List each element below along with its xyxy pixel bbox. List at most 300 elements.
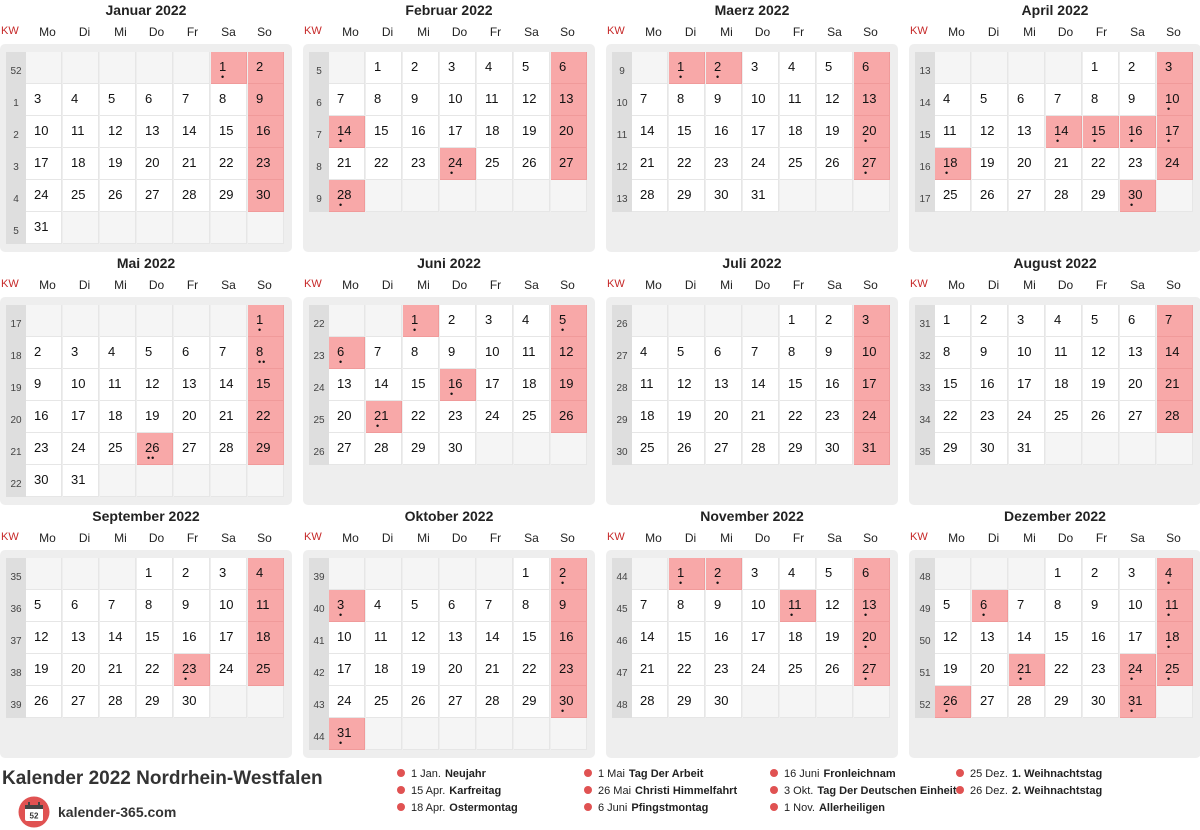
empty-cell <box>514 433 550 465</box>
sunday-cell <box>248 433 284 465</box>
day-cell <box>174 622 210 654</box>
day-number: 22 <box>522 661 537 676</box>
week-number <box>309 718 329 750</box>
day-number: 12 <box>145 376 160 391</box>
week-row <box>612 558 892 590</box>
month-title: Juli 2022 <box>722 255 782 271</box>
empty-cell <box>211 465 247 497</box>
day-cell <box>669 433 705 465</box>
day-number: 7 <box>182 91 190 106</box>
day-number: 10 <box>1165 91 1180 106</box>
week-number-label: 22 <box>10 479 22 490</box>
day-number: 20 <box>71 661 86 676</box>
day-cell <box>329 622 365 654</box>
day-number: 8 <box>219 91 227 106</box>
day-cell <box>174 116 210 148</box>
weekday-header <box>909 531 1200 547</box>
empty-cell <box>477 718 513 750</box>
sunday-cell <box>248 590 284 622</box>
week-row <box>309 558 589 590</box>
day-number: 29 <box>522 693 537 708</box>
day-number: 8 <box>943 344 951 359</box>
week-number-label: 19 <box>10 383 22 394</box>
day-cell <box>137 558 173 590</box>
day-number: 1 <box>943 312 951 327</box>
weekday-label: Do <box>148 531 165 545</box>
day-cell <box>1083 180 1119 212</box>
day-number: 17 <box>862 376 877 391</box>
day-number: 21 <box>485 661 500 676</box>
day-cell <box>26 369 62 401</box>
empty-cell <box>440 718 476 750</box>
day-number: 16 <box>559 629 574 644</box>
bullet-icon <box>584 803 592 811</box>
day-number: 22 <box>219 155 234 170</box>
day-cell <box>706 180 742 212</box>
empty-cell <box>100 558 136 590</box>
week-number <box>309 305 329 337</box>
day-number: 10 <box>1128 597 1143 612</box>
holiday-cell <box>366 401 402 433</box>
day-number: 24 <box>34 187 49 202</box>
bullet-icon <box>397 803 405 811</box>
day-number: 8 <box>256 344 264 359</box>
weekday-label: Do <box>451 531 468 545</box>
day-number: 19 <box>559 376 574 391</box>
day-number: 30 <box>34 472 49 487</box>
day-number: 26 <box>411 693 426 708</box>
holiday-dot-icon: • <box>221 72 226 82</box>
weekday-label: Di <box>78 25 91 39</box>
week-number <box>612 148 632 180</box>
day-cell <box>26 212 62 244</box>
day-cell <box>174 84 210 116</box>
day-number: 12 <box>825 597 840 612</box>
day-number: 31 <box>337 725 352 740</box>
day-number: 12 <box>825 91 840 106</box>
day-cell <box>935 116 971 148</box>
holiday-dot-icon: • <box>1167 610 1172 620</box>
week-number <box>915 369 935 401</box>
day-number: 30 <box>825 440 840 455</box>
weekday-label: Sa <box>827 531 842 545</box>
day-number: 5 <box>108 91 116 106</box>
day-cell <box>935 305 971 337</box>
day-number: 25 <box>71 187 86 202</box>
holiday-date: 18 Apr. <box>411 802 446 814</box>
holiday-date: 26 Dez. <box>970 785 1008 797</box>
day-number: 6 <box>337 344 345 359</box>
week-row <box>915 401 1195 433</box>
weekday-label: Fr <box>1095 531 1108 545</box>
weekday-label: Sa <box>1130 278 1145 292</box>
day-cell <box>1083 369 1119 401</box>
week-row <box>915 558 1195 590</box>
weekday-label: Fr <box>792 278 805 292</box>
day-number: 21 <box>640 661 655 676</box>
day-cell <box>329 84 365 116</box>
day-cell <box>174 369 210 401</box>
day-number: 15 <box>219 123 234 138</box>
week-row <box>612 180 892 212</box>
holiday-date: 15 Apr. <box>411 785 446 797</box>
day-number: 24 <box>1017 408 1032 423</box>
empty-cell <box>780 686 816 718</box>
week-number-label: 48 <box>616 700 628 711</box>
day-number: 10 <box>1017 344 1032 359</box>
day-cell <box>706 433 742 465</box>
day-number: 10 <box>751 91 766 106</box>
week-row <box>309 433 589 465</box>
holiday-cell <box>972 590 1008 622</box>
week-number-label: 10 <box>616 98 628 109</box>
day-number: 16 <box>182 629 197 644</box>
day-number: 21 <box>1054 155 1069 170</box>
day-cell <box>211 654 247 686</box>
week-number <box>309 654 329 686</box>
day-number: 16 <box>825 376 840 391</box>
day-cell <box>1120 305 1156 337</box>
day-number: 3 <box>1017 312 1025 327</box>
week-row <box>915 433 1195 465</box>
logo-number: 52 <box>29 811 39 821</box>
day-number: 29 <box>677 187 692 202</box>
holiday-name: Christi Himmelfahrt <box>635 785 738 797</box>
day-cell <box>477 369 513 401</box>
day-number: 24 <box>862 408 877 423</box>
month-title: Mai 2022 <box>116 255 176 271</box>
day-number: 22 <box>1091 155 1106 170</box>
empty-cell <box>174 212 210 244</box>
day-number: 6 <box>862 59 870 74</box>
day-cell <box>329 433 365 465</box>
day-number: 27 <box>182 440 197 455</box>
day-number: 27 <box>559 155 574 170</box>
day-cell <box>137 84 173 116</box>
day-number: 6 <box>714 344 722 359</box>
weekday-label: Mo <box>948 278 965 292</box>
day-cell <box>100 686 136 718</box>
week-row <box>6 148 286 180</box>
holiday-date: 3 Okt. <box>784 785 814 797</box>
kw-label: KW <box>607 531 625 543</box>
empty-cell <box>248 465 284 497</box>
week-row <box>6 654 286 686</box>
week-row <box>612 116 892 148</box>
week-row <box>309 84 589 116</box>
day-number: 14 <box>337 123 352 138</box>
day-cell <box>211 401 247 433</box>
empty-cell <box>477 180 513 212</box>
sunday-cell <box>1157 337 1193 369</box>
empty-cell <box>854 686 890 718</box>
week-row <box>612 401 892 433</box>
holiday-cell <box>1120 116 1156 148</box>
day-cell <box>1046 622 1082 654</box>
holiday-dot-icon: • <box>450 389 455 399</box>
day-number: 22 <box>374 155 389 170</box>
day-number: 9 <box>1128 91 1136 106</box>
day-cell <box>63 433 99 465</box>
week-number <box>6 433 26 465</box>
sunday-cell <box>248 337 284 369</box>
day-number: 18 <box>256 629 271 644</box>
weekday-label: Fr <box>186 278 199 292</box>
weekday-header <box>606 278 898 294</box>
day-number: 21 <box>640 155 655 170</box>
day-number: 13 <box>980 629 995 644</box>
day-number: 3 <box>71 344 79 359</box>
holiday-dot-icon: • <box>339 357 344 367</box>
holiday-cell <box>329 337 365 369</box>
week-number <box>6 401 26 433</box>
day-number: 25 <box>1165 661 1180 676</box>
week-number-label: 16 <box>919 162 931 173</box>
day-cell <box>632 590 668 622</box>
sunday-cell <box>1157 52 1193 84</box>
holiday-dot-icon: • <box>1019 674 1024 684</box>
empty-cell <box>211 305 247 337</box>
weekday-label: Fr <box>489 531 502 545</box>
day-cell <box>1009 433 1045 465</box>
day-cell <box>477 686 513 718</box>
day-number: 17 <box>337 661 352 676</box>
day-number: 15 <box>1054 629 1069 644</box>
empty-cell <box>935 52 971 84</box>
day-cell <box>743 337 779 369</box>
sunday-cell <box>854 622 890 654</box>
week-number <box>612 590 632 622</box>
weekday-label: Mo <box>39 278 56 292</box>
week-number <box>915 148 935 180</box>
day-number: 17 <box>751 629 766 644</box>
day-number: 4 <box>108 344 116 359</box>
day-cell <box>514 84 550 116</box>
weekday-label: Mo <box>645 278 662 292</box>
week-number <box>309 52 329 84</box>
holiday-name: Ostermontag <box>449 802 518 814</box>
holiday-dot-icon: •• <box>258 357 267 367</box>
day-cell <box>63 654 99 686</box>
holiday-name: Fronleichnam <box>823 768 896 780</box>
day-number: 10 <box>862 344 877 359</box>
holiday-dot-icon: • <box>561 706 566 716</box>
day-number: 15 <box>788 376 803 391</box>
week-number-label: 27 <box>616 351 628 362</box>
day-number: 17 <box>1017 376 1032 391</box>
day-cell <box>1009 622 1045 654</box>
day-number: 2 <box>980 312 988 327</box>
day-number: 13 <box>448 629 463 644</box>
month-panel <box>606 253 898 506</box>
day-number: 9 <box>559 597 567 612</box>
day-cell <box>780 116 816 148</box>
day-number: 17 <box>1165 123 1180 138</box>
week-number <box>309 337 329 369</box>
day-number: 21 <box>751 408 766 423</box>
week-number-label: 39 <box>10 700 22 711</box>
empty-cell <box>551 180 587 212</box>
day-cell <box>1120 622 1156 654</box>
day-number: 7 <box>374 344 382 359</box>
week-number <box>915 84 935 116</box>
weekday-label: Mi <box>417 278 430 292</box>
day-number: 9 <box>256 91 264 106</box>
weekday-label: Mo <box>342 25 359 39</box>
weekday-label: Fr <box>186 531 199 545</box>
sunday-cell <box>854 116 890 148</box>
day-cell <box>174 180 210 212</box>
holiday-cell <box>935 148 971 180</box>
weekday-label: Mo <box>948 25 965 39</box>
bullet-icon <box>770 769 778 777</box>
sunday-cell <box>248 558 284 590</box>
holiday-list-item <box>397 768 518 785</box>
day-number: 29 <box>943 440 958 455</box>
day-number: 6 <box>559 59 567 74</box>
day-cell <box>706 654 742 686</box>
day-number: 29 <box>677 693 692 708</box>
week-row <box>309 337 589 369</box>
week-row <box>612 654 892 686</box>
holiday-cell <box>935 686 971 718</box>
weekday-label: Do <box>148 278 165 292</box>
sunday-cell <box>1157 401 1193 433</box>
empty-cell <box>743 686 779 718</box>
holiday-cell <box>780 590 816 622</box>
day-number: 9 <box>448 344 456 359</box>
day-cell <box>706 84 742 116</box>
kw-label: KW <box>910 278 928 290</box>
day-number: 21 <box>219 408 234 423</box>
week-row <box>6 590 286 622</box>
day-number: 8 <box>788 344 796 359</box>
day-cell <box>63 180 99 212</box>
day-cell <box>100 590 136 622</box>
day-number: 19 <box>34 661 49 676</box>
weekday-label: So <box>863 25 878 39</box>
week-number <box>915 52 935 84</box>
day-cell <box>403 686 439 718</box>
day-cell <box>743 654 779 686</box>
day-number: 9 <box>1091 597 1099 612</box>
holiday-name: Tag Der Arbeit <box>628 768 704 780</box>
holiday-cell <box>1120 180 1156 212</box>
empty-cell <box>1157 180 1193 212</box>
day-cell <box>1120 369 1156 401</box>
day-number: 24 <box>751 155 766 170</box>
day-cell <box>514 305 550 337</box>
day-cell <box>366 654 402 686</box>
holiday-dot-icon: • <box>184 674 189 684</box>
day-number: 16 <box>714 123 729 138</box>
weekday-label: Fr <box>186 25 199 39</box>
day-cell <box>514 52 550 84</box>
day-cell <box>1083 654 1119 686</box>
week-number-label: 32 <box>919 351 931 362</box>
sunday-cell <box>854 558 890 590</box>
day-number: 12 <box>677 376 692 391</box>
bullet-icon <box>584 769 592 777</box>
month-title: August 2022 <box>1013 255 1097 271</box>
empty-cell <box>632 52 668 84</box>
day-cell <box>211 116 247 148</box>
day-number: 12 <box>943 629 958 644</box>
day-cell <box>669 180 705 212</box>
day-number: 27 <box>145 187 160 202</box>
weekday-label: Di <box>381 25 394 39</box>
empty-cell <box>174 52 210 84</box>
day-number: 23 <box>825 408 840 423</box>
week-row <box>915 84 1195 116</box>
sunday-cell <box>854 52 890 84</box>
weekday-label: Mi <box>1023 25 1036 39</box>
week-number-label: 52 <box>10 66 22 77</box>
day-cell <box>211 148 247 180</box>
empty-cell <box>514 180 550 212</box>
day-cell <box>632 401 668 433</box>
sunday-cell <box>551 622 587 654</box>
day-cell <box>440 337 476 369</box>
empty-cell <box>1083 433 1119 465</box>
empty-cell <box>329 52 365 84</box>
day-cell <box>632 148 668 180</box>
day-number: 10 <box>337 629 352 644</box>
kw-label: KW <box>1 278 19 290</box>
day-number: 14 <box>485 629 500 644</box>
day-number: 20 <box>1017 155 1032 170</box>
weekday-label: Fr <box>792 25 805 39</box>
day-number: 24 <box>1128 661 1143 676</box>
day-cell <box>817 337 853 369</box>
empty-cell <box>100 465 136 497</box>
week-number-label: 7 <box>316 130 322 141</box>
week-number <box>612 116 632 148</box>
day-cell <box>935 622 971 654</box>
day-number: 28 <box>374 440 389 455</box>
empty-cell <box>63 52 99 84</box>
week-row <box>612 590 892 622</box>
sunday-cell <box>854 337 890 369</box>
footer <box>0 760 1200 830</box>
day-cell <box>211 369 247 401</box>
day-number: 23 <box>182 661 197 676</box>
day-cell <box>817 148 853 180</box>
week-number-label: 17 <box>919 194 931 205</box>
month-panel <box>909 506 1200 759</box>
day-number: 16 <box>980 376 995 391</box>
weekday-label: Mi <box>1023 531 1036 545</box>
day-number: 10 <box>71 376 86 391</box>
day-cell <box>211 590 247 622</box>
day-number: 2 <box>559 565 567 580</box>
day-cell <box>780 369 816 401</box>
day-number: 4 <box>374 597 382 612</box>
empty-cell <box>174 305 210 337</box>
day-cell <box>743 180 779 212</box>
bullet-icon <box>397 769 405 777</box>
day-number: 8 <box>374 91 382 106</box>
week-number-label: 40 <box>313 604 325 615</box>
day-cell <box>137 337 173 369</box>
week-row <box>612 433 892 465</box>
holiday-list-item <box>956 785 1102 802</box>
weekday-header <box>0 278 292 294</box>
day-cell <box>440 622 476 654</box>
month-panel <box>0 506 292 759</box>
week-row <box>915 369 1195 401</box>
day-cell <box>366 148 402 180</box>
